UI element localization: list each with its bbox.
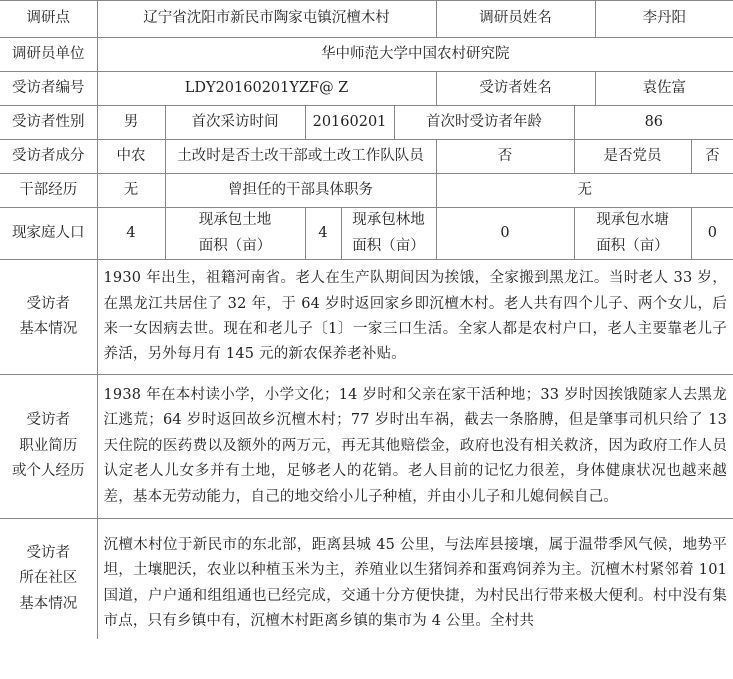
- row-survey-site: [0, 1, 733, 38]
- household-label: 现家庭人口: [0, 208, 97, 260]
- community-label-line1: 受访者: [26, 544, 70, 561]
- page-cutoff: [0, 672, 733, 679]
- community-text: 沉檀木村位于新民市的东北部，距离县城 45 公里，与法库县接壤，属于温带季风气候，地势平坦，土壤肥沃，农业以种植玉米为主，养殖业以生猪饲养和蛋鸡饲养为主。沉檀木村紧邻着 101 国道，户户通和组组通也已经完成，交通十分方便快捷，为村民出行带来极大便利。村中没有集市点，只有乡镇中有，沉檀木村距离乡镇的集市为 4 公里。全村共: [97, 519, 733, 640]
- row-interviewee-id: [0, 72, 733, 106]
- class-label: 受访者成分: [0, 140, 97, 174]
- contracted-forest-label-line1: 现承包林地: [352, 212, 425, 229]
- row-gender-visit: [0, 106, 733, 140]
- land-reform-label: 土改时是否土改干部或土改工作队队员: [165, 140, 436, 174]
- gender-value: 男: [97, 106, 165, 140]
- row-basic-info: [0, 260, 733, 375]
- row-investigator-unit: [0, 38, 733, 72]
- row-household: [0, 208, 733, 260]
- row-class: [0, 140, 733, 174]
- land-reform-value: 否: [436, 140, 574, 174]
- class-value: 中农: [97, 140, 165, 174]
- basic-info-text: 1930 年出生，祖籍河南省。老人在生产队期间因为挨饿，全家搬到黑龙江。当时老人 33 岁，在黑龙江共居住了 32 年，于 64 岁时返回家乡即沉檀木村。老人共有四个儿子、两个女儿，后来一女因病去世。现在和老儿子〔1〕一家三口生活。全家人都是农村户口，老人主要靠老儿子养活，另外每月有 145 元的新农保养老补贴。: [97, 260, 733, 375]
- cadre-value: 无: [97, 174, 165, 208]
- first-visit-value: 20160201: [305, 106, 394, 140]
- row-cadre: [0, 174, 733, 208]
- investigator-name-label: 调研员姓名: [436, 1, 595, 38]
- career-label-line2: 职业简历: [19, 437, 78, 454]
- gender-label: 受访者性别: [0, 106, 97, 140]
- contracted-land-value: 4: [305, 208, 341, 260]
- basic-info-label-line1: 受访者: [26, 295, 70, 312]
- contracted-pond-label-line2: 面积（亩）: [596, 237, 669, 254]
- first-age-label: 首次时受访者年龄: [394, 106, 574, 140]
- investigator-name-value: 李丹阳: [595, 1, 733, 38]
- community-label-line2: 所在社区: [19, 570, 78, 587]
- basic-info-label: [0, 260, 97, 375]
- career-label-line3: 或个人经历: [12, 463, 85, 480]
- survey-site-value: 辽宁省沈阳市新民市陶家屯镇沉檀木村: [97, 1, 436, 38]
- contracted-land-label: [165, 208, 305, 260]
- cadre-label: 干部经历: [0, 174, 97, 208]
- party-value: 否: [691, 140, 733, 174]
- career-label: [0, 375, 97, 519]
- community-label-line3: 基本情况: [19, 595, 78, 612]
- contracted-pond-label-line1: 现承包水塘: [596, 212, 669, 229]
- contracted-land-label-line2: 面积（亩）: [198, 237, 272, 254]
- row-career: [0, 375, 733, 519]
- investigator-unit-label: 调研员单位: [0, 38, 97, 72]
- interviewee-id-label: 受访者编号: [0, 72, 97, 106]
- party-label: 是否党员: [574, 140, 691, 174]
- contracted-pond-label: [574, 208, 691, 260]
- contracted-land-label-line1: 现承包土地: [198, 212, 272, 229]
- basic-info-label-line2: 基本情况: [19, 321, 78, 337]
- first-visit-label: 首次采访时间: [165, 106, 305, 140]
- investigator-unit-value: 华中师范大学中国农村研究院: [97, 38, 733, 72]
- cadre-position-label: 曾担任的干部具体职务: [165, 174, 436, 208]
- contracted-forest-label: [341, 208, 436, 260]
- career-label-line1: 受访者: [26, 412, 70, 429]
- contracted-forest-value: 0: [436, 208, 574, 260]
- interviewee-name-value: 袁佐富: [595, 72, 733, 106]
- row-community: [0, 519, 733, 640]
- interviewee-id-value: LDY20160201YZF@ Z: [97, 72, 436, 106]
- survey-site-label: 调研点: [0, 1, 97, 38]
- cadre-position-value: 无: [436, 174, 733, 208]
- contracted-forest-label-line2: 面积（亩）: [352, 237, 425, 254]
- career-text: 1938 年在本村读小学，小学文化；14 岁时和父亲在家干活种地；33 岁时因挨饿随家人去黑龙江逃荒；64 岁时返回故乡沉檀木村；77 岁时出车祸，截去一条胳膊，但是肇事司机只给了 13 天住院的医药费以及额外的两万元，再无其他赔偿金，政府也没有相关救济，因为政府工作人员认定老人儿女多并有土地，足够老人的花销。老人目前的记忆力很差，身体健康状况也越来越差，基本无劳动能力，自己的地交给小儿子种植，并由小儿子和儿媳伺候自己。: [97, 375, 733, 519]
- community-label: [0, 519, 97, 640]
- contracted-pond-value: 0: [691, 208, 733, 260]
- first-age-value: 86: [574, 106, 733, 140]
- household-value: 4: [97, 208, 165, 260]
- interviewee-name-label: 受访者姓名: [436, 72, 595, 106]
